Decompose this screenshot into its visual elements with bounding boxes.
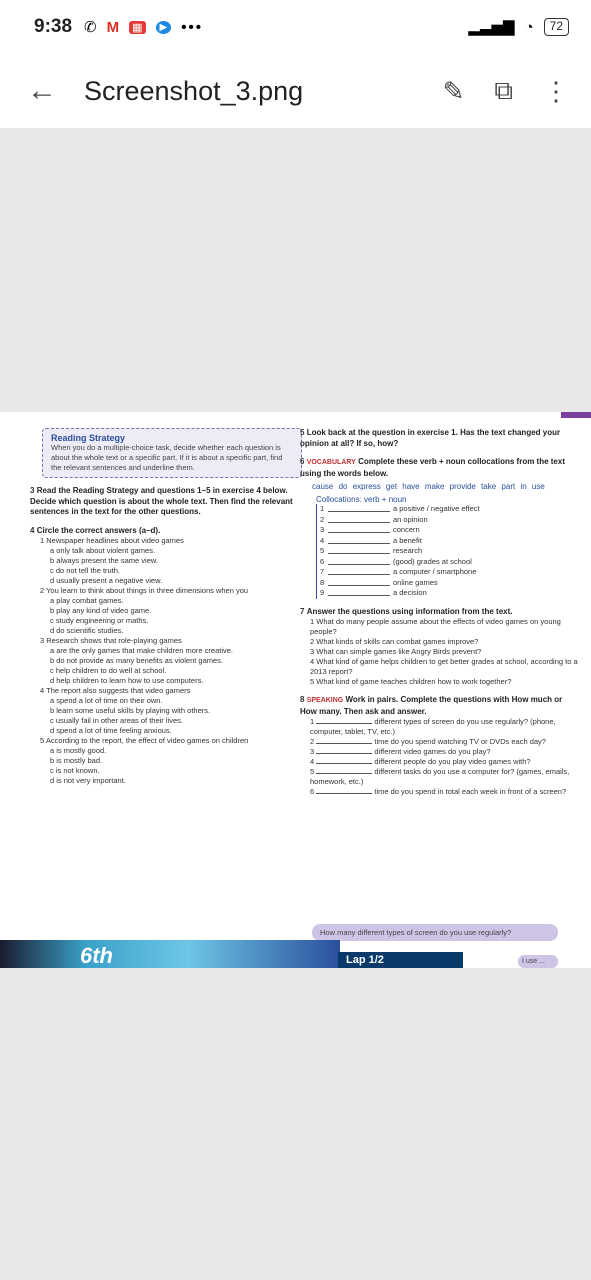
question: 2 What kinds of skills can combat games improve? [310,637,479,646]
clock: 9:38 [34,16,73,37]
option: c usually fail in other areas of their lives. [50,716,183,725]
option: a is mostly good. [50,746,107,755]
option: c study engineering or maths. [50,616,149,625]
more-notifications-icon: ••• [181,18,203,36]
exercise-8: 8 SPEAKING Work in pairs. Complete the questions with How much or How many. Then ask and answer. [300,695,563,716]
answer-blank[interactable] [328,525,390,533]
game-lap-counter: Lap 1/2 [338,952,463,968]
question: 3 Research shows that role-playing games [40,636,182,645]
answer-blank[interactable] [328,536,390,544]
more-vert-icon: ⋮ [543,75,569,106]
collocation-row: 6 (good) grades at school [320,556,472,566]
option: c is not known. [50,766,100,775]
answer-blank[interactable] [316,753,372,754]
answer-blank[interactable] [328,546,390,554]
option: a only talk about violent games. [50,546,156,555]
question: 3 What can simple games like Angry Birds prevent? [310,647,482,656]
collocation-row: 8 online games [320,577,438,587]
exercise-3: 3 Read the Reading Strategy and questions 1–5 in exercise 4 below. Decide which question is about the whole text. Then find the relevant sentences in the text for the other questions. [30,486,293,516]
answer-blank[interactable] [316,723,372,724]
answer-blank[interactable] [328,515,390,523]
option: a play combat games. [50,596,124,605]
speech-bubble: How many different types of screen do you use regularly? [312,924,558,941]
exercise-4: 4 Circle the correct answers (a–d). [30,525,161,535]
question: 5 According to the report, the effect of video games on children [40,736,249,745]
pencil-icon: ✎ [442,75,465,106]
collocation-row: 9 a decision [320,588,427,597]
option: d do scientific studies. [50,626,124,635]
option: a spend a lot of time on their own. [50,696,163,705]
answer-blank[interactable] [328,588,390,596]
status-bar [0,0,591,54]
answer-blank[interactable] [328,578,390,586]
collocation-row: 7 a computer / smartphone [320,567,477,576]
game-banner-image [0,940,340,968]
collocation-row: 3 concern [320,525,420,534]
collocation-row: 4 a benefit [320,535,422,545]
open-in-new-icon: ⧉ [494,75,513,105]
collocation-row: 2 an opinion [320,514,428,524]
speaking-question: 4 different people do you play video games with? [310,757,531,766]
more-options-button[interactable] [543,76,569,107]
collocations-heading: Collocations: verb + noun [316,495,407,504]
option: c do not tell the truth. [50,566,121,575]
question: 1 What do many people assume about the effects of video games on young people? [310,617,561,636]
option: d spend a lot of time feeling anxious. [50,726,172,735]
question: 4 The report also suggests that video gamers [40,686,191,695]
option: b play any kind of video game. [50,606,152,615]
question: 2 You learn to think about things in three dimensions when you [40,586,249,595]
right-column [300,428,578,797]
textbook-page-image [0,412,591,968]
speaking-question: 2 time do you spend watching TV or DVDs each day? [310,737,546,746]
missed-call-icon: ✆ [84,19,97,36]
wifi-icon: ◔ [524,18,534,36]
exercise-5: 5 Look back at the question in exercise 1. Has the text changed your opinion at all? If so, how? [300,428,561,448]
reading-strategy-box [42,428,302,478]
file-title: Screenshot_3.png [84,75,304,106]
answer-blank[interactable] [328,567,390,575]
answer-blank[interactable] [316,773,372,774]
answer-blank[interactable] [316,793,372,794]
game-banner-position: 6th [80,943,113,968]
speaking-question: 3 different video games do you play? [310,747,491,756]
answer-blank[interactable] [316,743,372,744]
gmail-icon: M [106,18,120,36]
answer-blank[interactable] [328,557,390,565]
answer-blank[interactable] [316,763,372,764]
left-column [30,428,298,786]
signal-icon: ▂▃▅▇ [468,19,515,36]
page-tab-marker [561,412,591,418]
collocations-table [316,504,578,599]
option: a are the only games that make children more creative. [50,646,234,655]
arrow-left-icon: ← [27,74,57,107]
answer-blank[interactable] [328,504,390,512]
app-bar [0,54,591,128]
edit-button[interactable] [443,76,465,107]
speaking-question: 5 different tasks do you use a computer for? (games, emails, homework, etc.) [310,767,570,786]
option: b is mostly bad. [50,756,103,765]
exercise-4-questions [30,536,298,786]
option: d is not very important. [50,776,126,785]
question: 1 Newspaper headlines about video games [40,536,184,545]
option: b learn some useful skills by playing with others. [50,706,211,715]
option: b do not provide as many benefits as violent games. [50,656,224,665]
speech-bubble-reply: I use ... [518,955,558,968]
option: d usually present a negative view. [50,576,163,585]
option: c help children to do well at school. [50,666,167,675]
speaking-question: 6 time do you spend in total each week in front of a screen? [310,787,567,796]
question: 5 What kind of game teaches children how to work together? [310,677,512,686]
battery-icon: 72 [544,18,569,36]
meet-icon: ▶ [156,21,172,34]
exercise-7: 7 Answer the questions using information from the text. [300,606,513,616]
option: b always present the same view. [50,556,158,565]
strategy-title: Reading Strategy [51,433,126,443]
word-box: cause do express get have make provide take part in use [312,482,545,491]
open-external-button[interactable] [494,75,513,107]
option: d help children to learn how to use computers. [50,676,204,685]
back-button[interactable] [0,74,84,108]
question: 4 What kind of game helps children to get better grades at school, according to a 2013 report? [310,657,578,676]
notification-icons [84,18,203,36]
collocation-row: 5 research [320,546,423,555]
strategy-body: When you do a multiple-choice task, decide whether each question is about the whole text or a specific part. If it is about a specific part, find the relevant sentences and underline them. [51,443,283,472]
calendar-icon: ▦ [129,21,145,34]
speaking-question: 1 different types of screen do you use regularly? (phone, computer, tablet, TV, etc.) [310,717,556,736]
collocation-row: 1 a positive / negative effect [320,504,480,513]
exercise-6: 6 VOCABULARY Complete these verb + noun collocations from the text using the words below. [300,457,565,478]
